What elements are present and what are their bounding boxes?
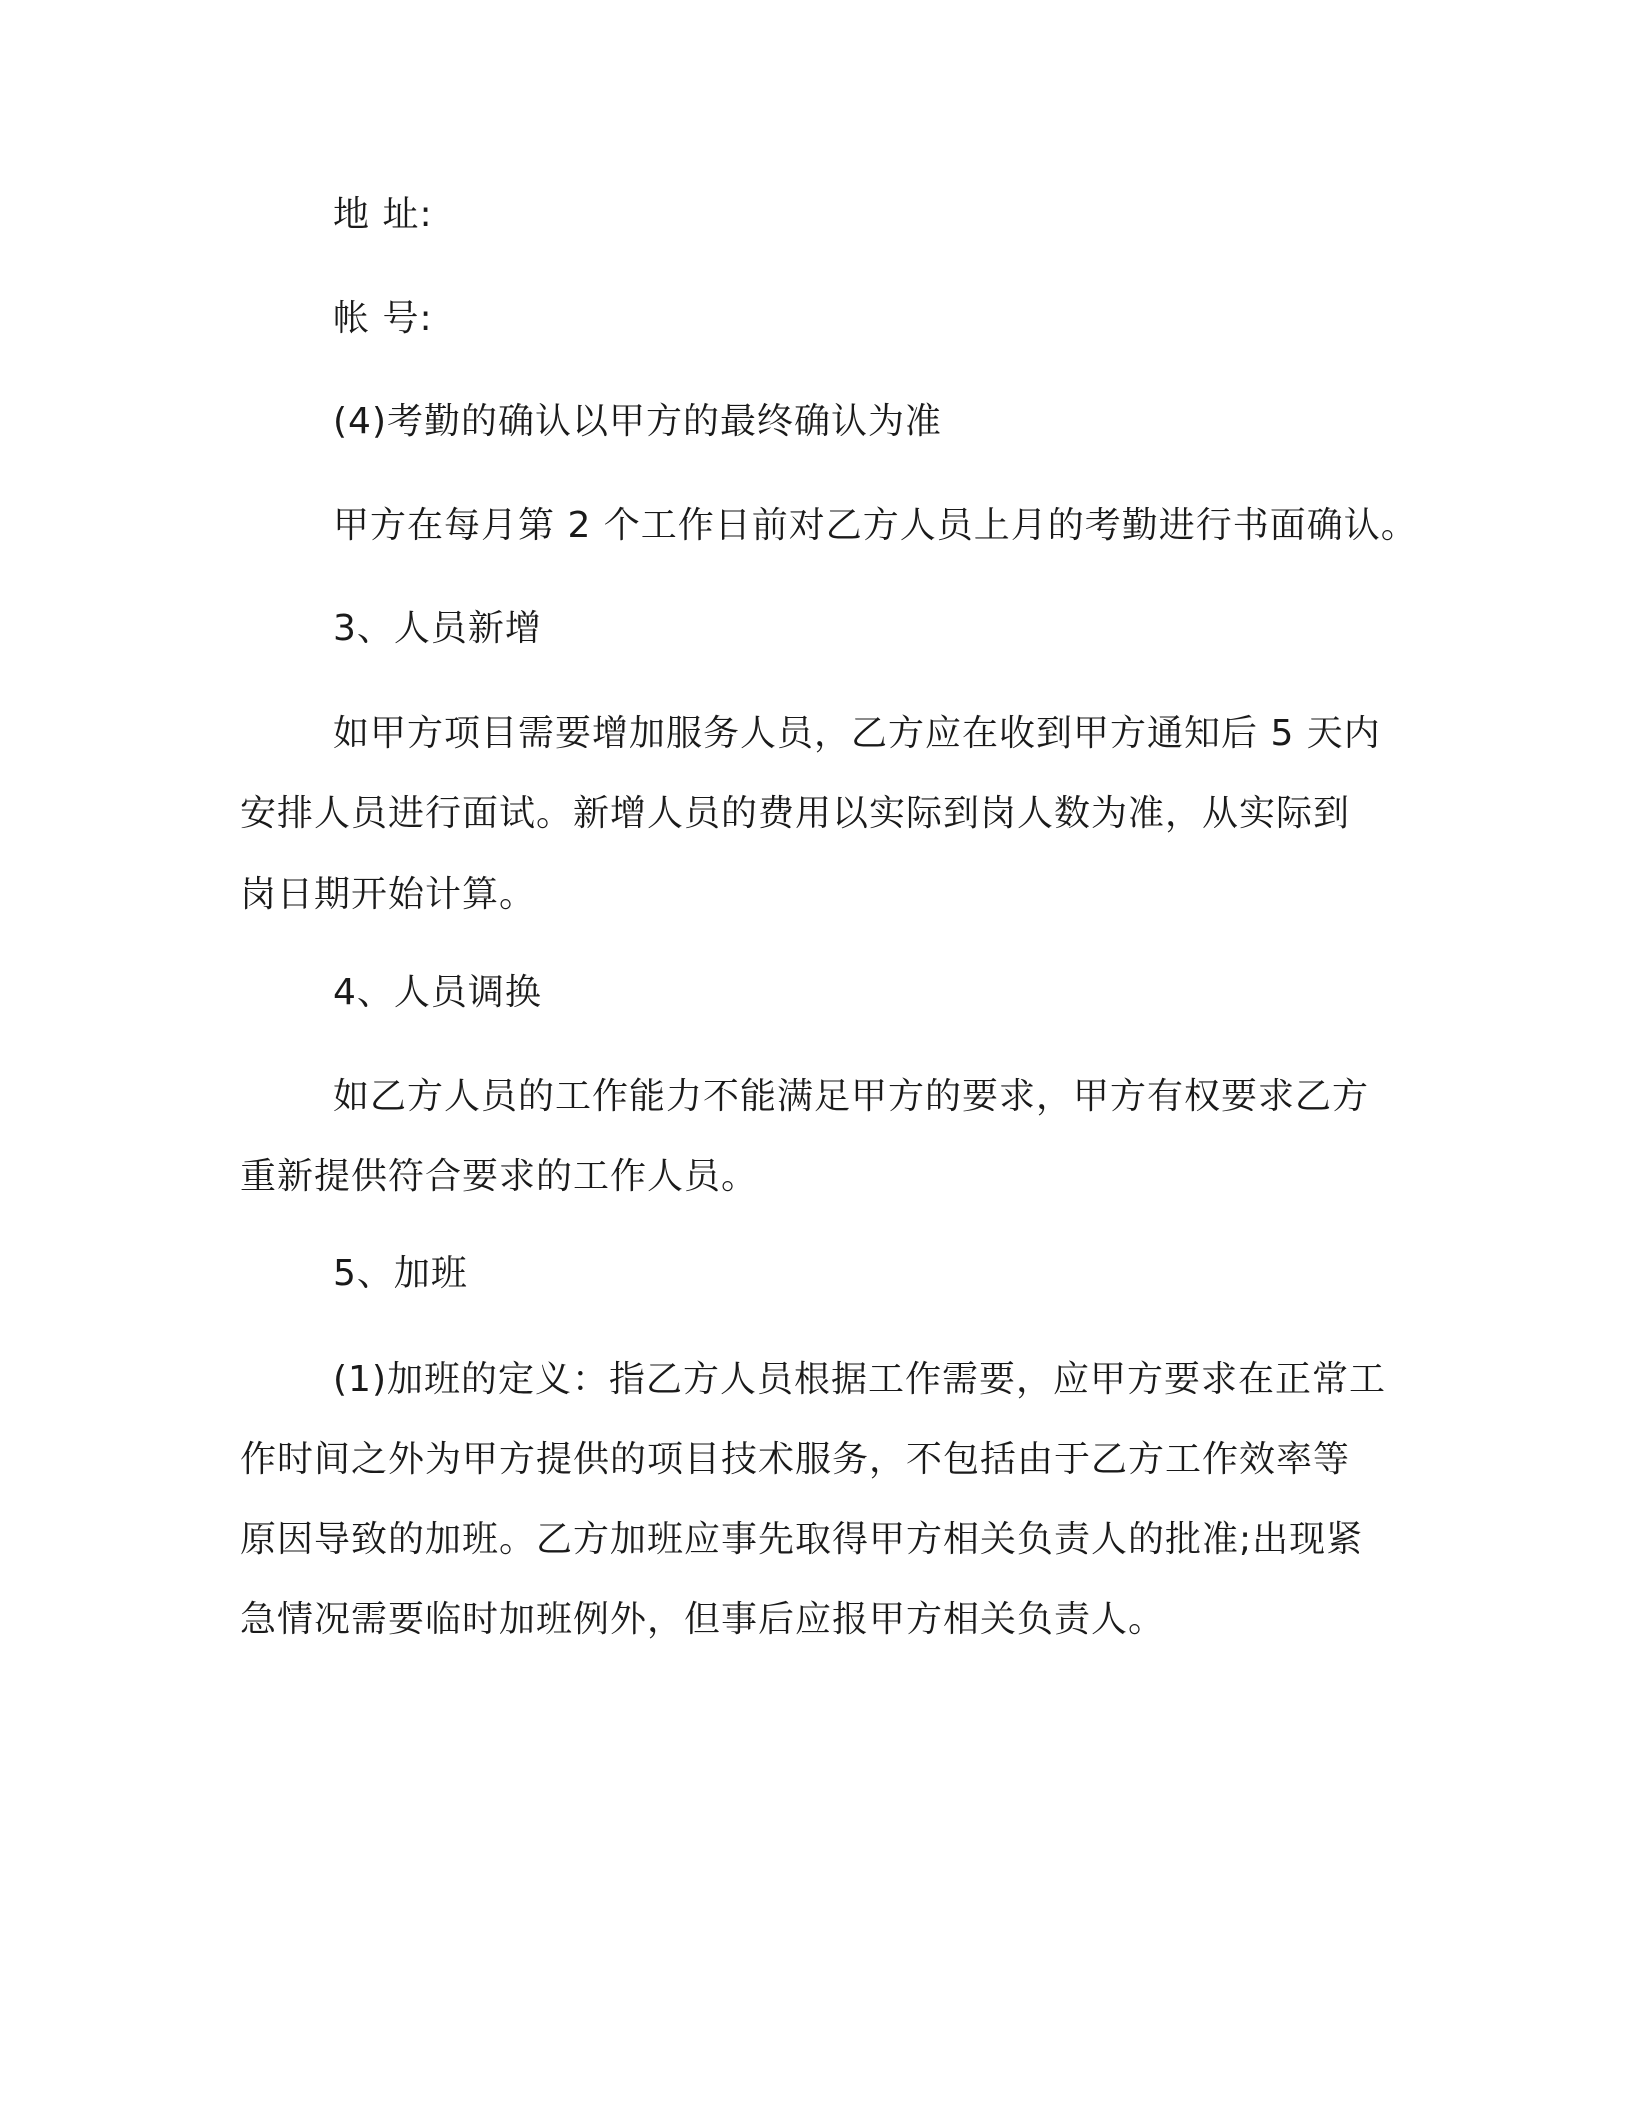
section-3-heading: 3、人员新增 [333,608,542,649]
address-label: 地 址: [333,194,433,235]
item-4-body: 甲方在每月第 2 个工作日前对乙方人员上月的考勤进行书面确认。 [333,505,1418,546]
section-5-body-line: 急情况需要临时加班例外，但事后应报甲方相关负责人。 [240,1599,1166,1640]
section-3-body-line: 如甲方项目需要增加服务人员，乙方应在收到甲方通知后 5 天内 [333,713,1381,754]
section-5-body-line: (1)加班的定义：指乙方人员根据工作需要，应甲方要求在正常工 [333,1359,1386,1400]
section-5-heading: 5、加班 [333,1253,468,1294]
section-5-body-line: 作时间之外为甲方提供的项目技术服务，不包括由于乙方工作效率等 [240,1439,1351,1480]
section-4-heading: 4、人员调换 [333,972,542,1013]
section-4-body-line: 如乙方人员的工作能力不能满足甲方的要求，甲方有权要求乙方 [333,1076,1370,1117]
section-3-body-line: 岗日期开始计算。 [240,874,537,915]
account-label: 帐 号: [333,298,433,339]
section-3-body-line: 安排人员进行面试。新增人员的费用以实际到岗人数为准，从实际到 [240,793,1351,834]
item-4-heading: (4)考勤的确认以甲方的最终确认为准 [333,401,942,442]
section-4-body-line: 重新提供符合要求的工作人员。 [240,1156,759,1197]
section-5-body-line: 原因导致的加班。乙方加班应事先取得甲方相关负责人的批准;出现紧 [240,1519,1364,1560]
